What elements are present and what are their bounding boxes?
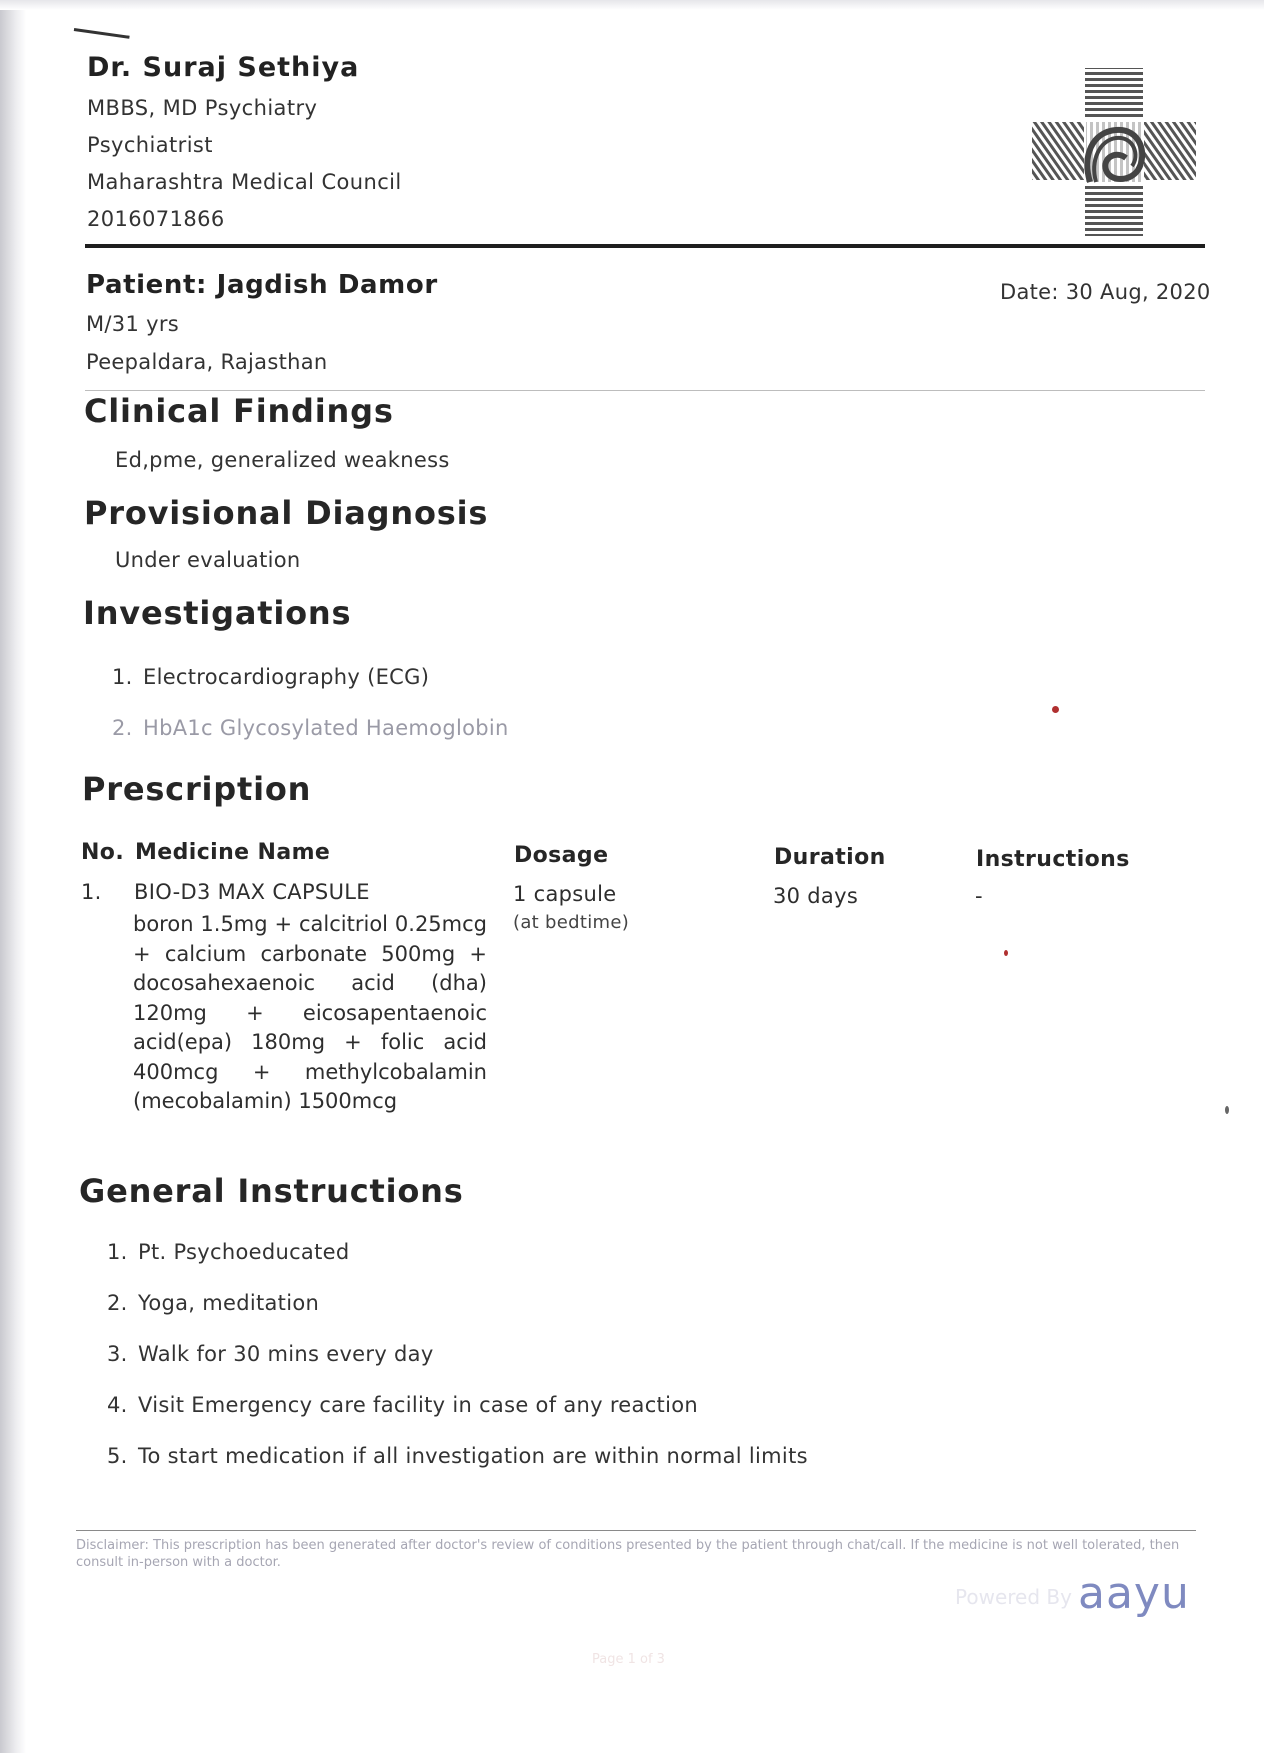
prescription-date: Date: 30 Aug, 2020 — [1000, 280, 1211, 304]
patient-name: Patient: Jagdish Damor — [86, 270, 438, 300]
medicine-row-number: 1. — [81, 880, 102, 904]
clinic-cross-logo-icon — [1030, 66, 1200, 236]
scan-page-top-edge — [0, 0, 1264, 10]
scan-page-edge — [0, 0, 26, 1753]
medicine-duration: 30 days — [773, 884, 859, 908]
provisional-diagnosis-heading: Provisional Diagnosis — [84, 494, 489, 532]
investigation-number: 2. — [112, 716, 133, 740]
medicine-dosage: 1 capsule — [513, 882, 617, 906]
scan-speck — [1225, 1106, 1229, 1114]
instruction-number: 3. — [107, 1342, 128, 1366]
column-header-no: No. — [81, 840, 125, 865]
investigations-heading: Investigations — [83, 594, 352, 632]
scan-speck — [1052, 706, 1059, 713]
patient-location: Peepaldara, Rajasthan — [86, 350, 328, 374]
provisional-diagnosis-text: Under evaluation — [115, 548, 301, 572]
instruction-number: 5. — [107, 1444, 128, 1468]
column-header-medicine: Medicine Name — [135, 840, 331, 865]
investigation-number: 1. — [112, 665, 133, 689]
pen-mark — [74, 28, 130, 39]
prescription-heading: Prescription — [82, 770, 312, 808]
clinical-findings-heading: Clinical Findings — [84, 392, 394, 430]
general-instructions-heading: General Instructions — [79, 1172, 464, 1210]
medicine-composition: boron 1.5mg + calcitriol 0.25mcg + calcium carbonate 500mg + docosahexaenoic acid (dha) 120mg + eicosapentaenoic acid(epa) 180mg + folic acid 400mcg + methylcobalamin (mecobalamin) 1500mcg — [133, 912, 487, 1113]
doctor-qualification: MBBS, MD Psychiatry — [87, 96, 318, 120]
instruction-item: Walk for 30 mins every day — [138, 1342, 434, 1366]
instruction-item: To start medication if all investigation are within normal limits — [138, 1444, 808, 1468]
medicine-name: BIO-D3 MAX CAPSULE — [134, 880, 370, 904]
doctor-name: Dr. Suraj Sethiya — [87, 52, 360, 83]
instruction-item: Pt. Psychoeducated — [138, 1240, 350, 1264]
footer-divider — [76, 1530, 1196, 1531]
header-divider — [85, 244, 1205, 248]
column-header-duration: Duration — [774, 845, 886, 870]
disclaimer-text: Disclaimer: This prescription has been generated after doctor's review of conditions presented by the patient through chat/call. If the medicine is not well tolerated, then consult in-person with a doctor. — [76, 1538, 1180, 1570]
instruction-item: Visit Emergency care facility in case of any reaction — [138, 1393, 698, 1417]
medicine-dosage-note: (at bedtime) — [513, 912, 630, 933]
patient-divider — [85, 390, 1205, 391]
instruction-number: 1. — [107, 1240, 128, 1264]
scan-speck — [1004, 950, 1008, 956]
doctor-specialty: Psychiatrist — [87, 133, 213, 157]
investigation-item: HbA1c Glycosylated Haemoglobin — [143, 716, 509, 740]
instruction-item: Yoga, meditation — [138, 1291, 320, 1315]
doctor-registration: 2016071866 — [87, 207, 225, 231]
investigation-item: Electrocardiography (ECG) — [143, 665, 430, 689]
page-number: Page 1 of 3 — [592, 1652, 665, 1667]
column-header-instructions: Instructions — [976, 847, 1130, 872]
patient-age-sex: M/31 yrs — [86, 312, 179, 336]
instruction-number: 2. — [107, 1291, 128, 1315]
brand-logo: aayu — [1078, 1568, 1190, 1619]
instruction-number: 4. — [107, 1393, 128, 1417]
column-header-dosage: Dosage — [514, 843, 609, 868]
medicine-instructions: - — [975, 884, 983, 908]
powered-by-label: Powered By — [955, 1585, 1072, 1609]
clinical-findings-text: Ed,pme, generalized weakness — [115, 448, 450, 472]
doctor-council: Maharashtra Medical Council — [87, 170, 402, 194]
